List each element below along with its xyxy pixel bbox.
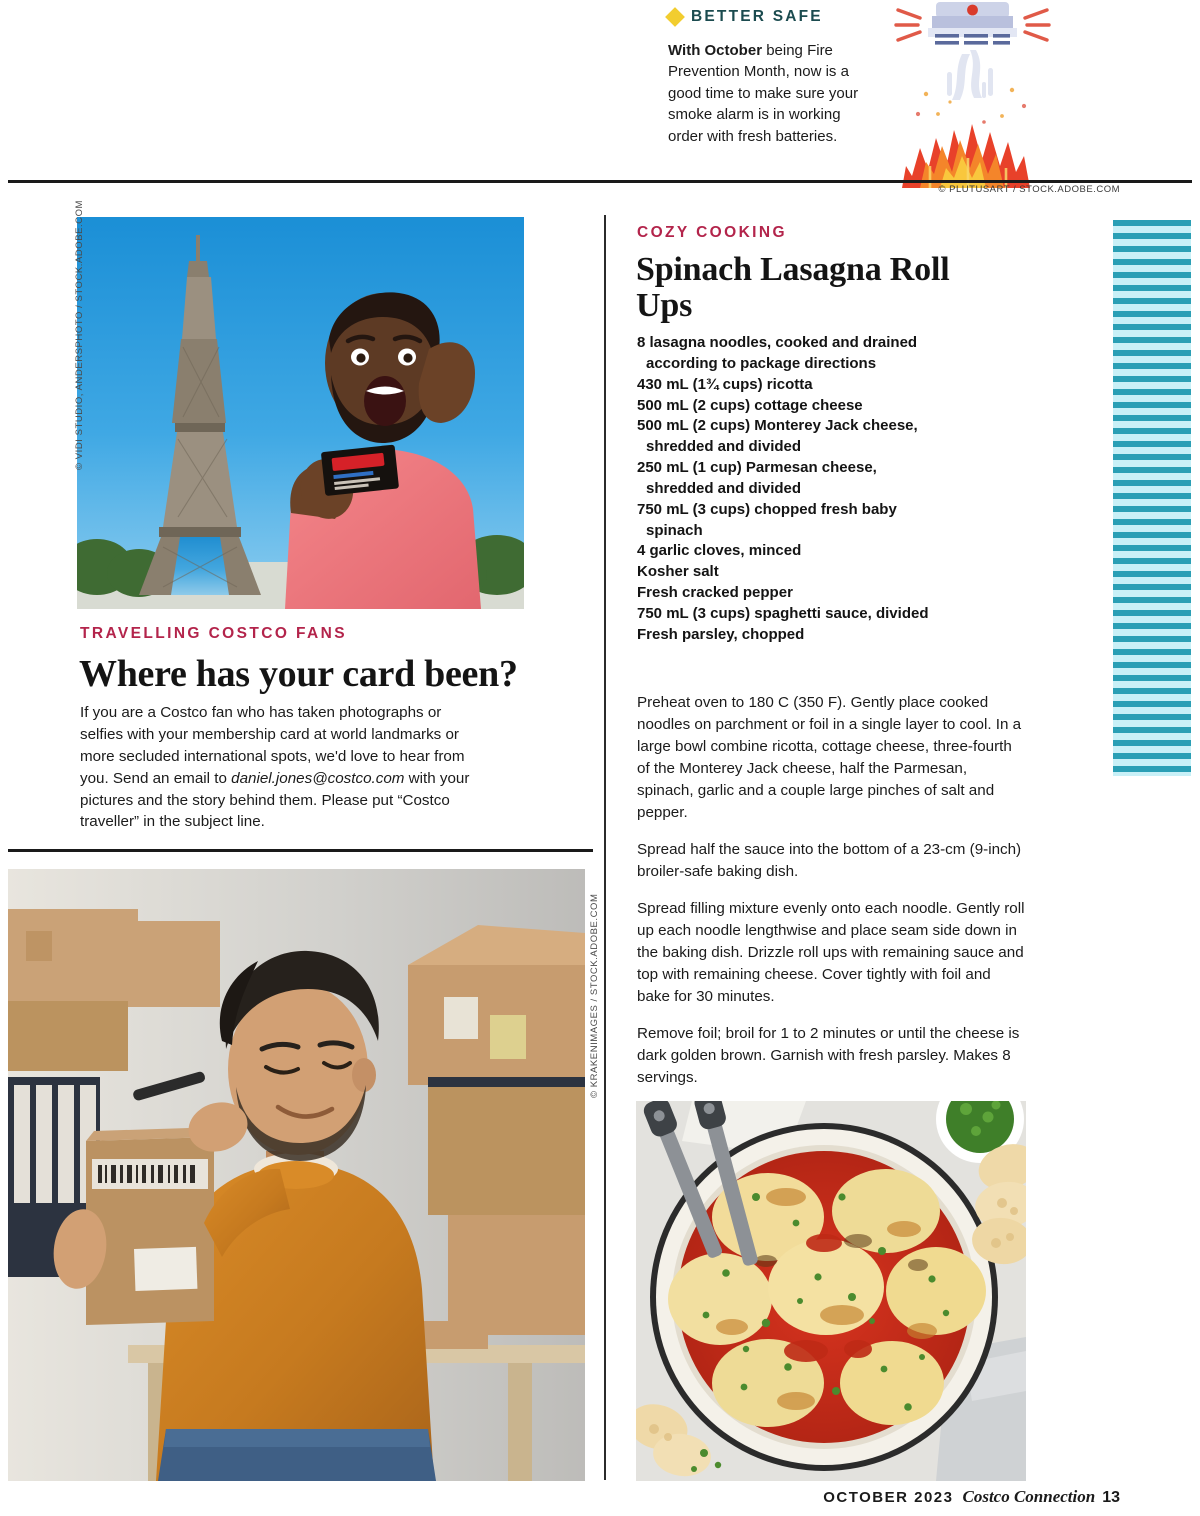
eiffel-photo-credit: © VIDI STUDIO, ANDERSPHOTO / STOCK.ADOBE.COM <box>74 200 85 470</box>
better-safe-body-rest: being Fire Prevention Month, now is a good time to make sure your smoke alarm is in working order with fresh batteries. <box>668 42 859 145</box>
ingredient-item: 250 mL (1 cup) Parmesan cheese, shredded and divided <box>637 459 877 497</box>
left-column-divider-rule <box>8 849 593 852</box>
ingredient-item: 750 mL (3 cups) chopped fresh baby spinach <box>637 500 897 539</box>
travelling-body-part1: If you are a Costco fan who has taken photographs or selfies with your membership card at world landmarks or more secluded international spots, we'd love to hear from you. Send an email to <box>80 704 465 787</box>
footer-issue-date: OCTOBER 2023 <box>823 1489 954 1506</box>
ingredient-item: 430 mL (1¾ cups) ricotta <box>637 375 813 393</box>
ingredient-item: 500 mL (2 cups) Monterey Jack cheese, shredded and divided <box>637 417 918 456</box>
travelling-email: daniel.jones@costco.com <box>231 769 405 787</box>
recipe-step: Spread filling mixture evenly onto each noodle. Gently roll up each noodle lengthwise and place seam side down in the baking dish. Drizzle roll ups with remaining sauce and top with remaining cheese. Cover tightly with foil and bake for 30 minutes. <box>637 900 1025 1006</box>
recipe-step: Spread half the sauce into the bottom of a 23-cm (9-inch) broiler-safe baking dish. <box>637 841 1022 881</box>
recipe-title: Spinach Lasagna Roll Ups <box>636 251 950 325</box>
recipe-step: Remove foil; broil for 1 to 2 minutes or until the cheese is dark golden brown. Garnish with fresh parsley. Makes 8 servings. <box>637 1025 1020 1087</box>
lasagna-dish-photo <box>636 1101 1026 1481</box>
column-divider <box>604 215 606 1480</box>
eiffel-tower-photo <box>77 217 524 609</box>
ingredient-item: 750 mL (3 cups) spaghetti sauce, divided <box>637 604 929 622</box>
page-footer <box>700 1487 1120 1507</box>
footer-magazine-name: Costco Connection <box>962 1487 1096 1506</box>
diamond-icon <box>665 7 685 27</box>
ingredient-item: 4 garlic cloves, minced <box>637 542 802 560</box>
better-safe-section <box>668 8 1128 178</box>
ingredient-item: 8 lasagna noodles, cooked and drained according to package directions <box>637 334 918 372</box>
travelling-body-part2: with your pictures and the story behind them. Please put “Costco traveller” in the subject line. <box>80 769 470 831</box>
ingredients-list <box>637 333 937 646</box>
better-safe-photo-credit: © PLUTUSART / STOCK.ADOBE.COM <box>938 184 1120 195</box>
better-safe-body <box>668 40 878 147</box>
warehouse-box-photo <box>8 869 585 1481</box>
recipe-step: Preheat oven to 180 C (350 F). Gently place cooked noodles on parchment or foil in a single layer to cool. In a large bowl combine ricotta, cottage cheese, three-fourth of the Monterey Jack cheese, half the Parmesan, spinach, garlic and a couple large pinches of salt and pepper. <box>637 694 1022 822</box>
ingredient-item: Kosher salt <box>637 563 719 581</box>
travelling-body <box>80 702 485 833</box>
cozy-cooking-kicker: COZY COOKING <box>637 224 787 241</box>
travelling-kicker: TRAVELLING COSTCO FANS <box>80 625 347 642</box>
smoke-alarm-fire-icon <box>890 0 1055 188</box>
ingredient-item: Fresh cracked pepper <box>637 584 793 602</box>
better-safe-kicker-label: BETTER SAFE <box>691 8 823 25</box>
footer-page-number: 13 <box>1102 1489 1120 1506</box>
cyan-stripes-decoration <box>1113 220 1191 776</box>
ingredient-item: Fresh parsley, chopped <box>637 625 805 643</box>
ingredient-item: 500 mL (2 cups) cottage cheese <box>637 396 863 414</box>
recipe-steps <box>637 692 1027 1137</box>
better-safe-body-lead: With October <box>668 42 763 59</box>
travelling-headline: Where has your card been? <box>79 653 518 695</box>
top-divider-rule <box>8 180 1192 183</box>
warehouse-photo-credit: © KRAKENIMAGES / STOCK.ADOBE.COM <box>589 893 600 1098</box>
